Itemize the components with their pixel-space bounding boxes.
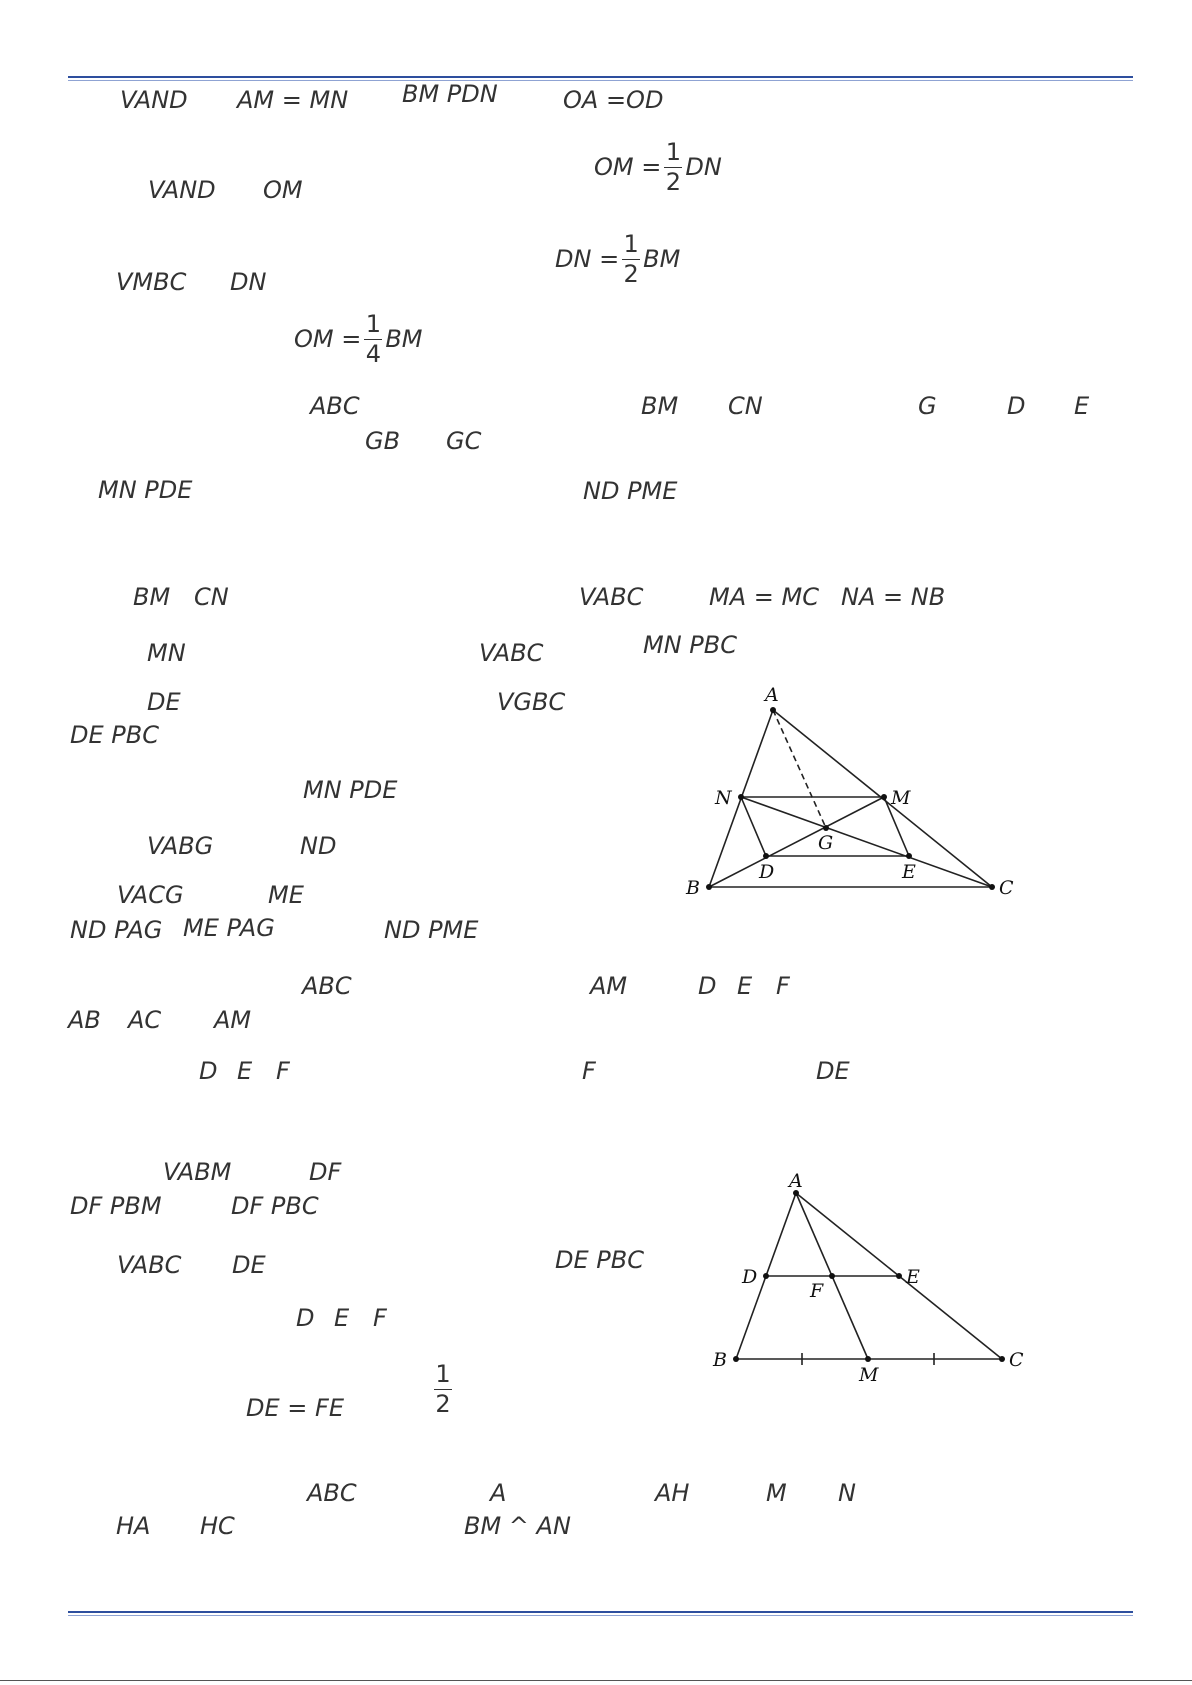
math-text: BM PDN — [402, 80, 498, 108]
eq-left: OM = — [294, 325, 362, 353]
point-label-g: G — [818, 832, 834, 854]
fraction-denominator: 2 — [665, 168, 681, 196]
math-text: ABC — [302, 972, 352, 1000]
math-text: DN — [230, 268, 267, 296]
point-label-c: C — [999, 877, 1014, 899]
math-text: VGBC — [497, 688, 566, 716]
math-text: DF — [309, 1158, 342, 1186]
math-text: VAND — [148, 176, 216, 204]
math-text: OM — [263, 176, 303, 204]
math-text: F — [776, 972, 790, 1000]
equation — [594, 140, 722, 194]
math-text: E — [1074, 392, 1090, 420]
math-text: BM — [641, 392, 679, 420]
math-text: A — [490, 1479, 507, 1507]
math-text: E — [334, 1304, 350, 1332]
math-text: DE PBC — [70, 721, 159, 749]
math-text: CN — [728, 392, 763, 420]
fraction-denominator: 2 — [435, 1390, 451, 1418]
math-text: ND PME — [384, 916, 479, 944]
math-text: ME PAG — [183, 914, 275, 942]
fraction — [434, 1362, 452, 1416]
point-label-a: A — [789, 1170, 803, 1192]
math-text: GB — [365, 427, 401, 455]
eq-right: BM — [643, 245, 681, 273]
point-label-b: B — [686, 877, 700, 899]
math-text: AM = MN — [237, 86, 349, 114]
math-text: G — [918, 392, 937, 420]
math-text: DF PBC — [231, 1192, 319, 1220]
math-text: VABC — [479, 639, 544, 667]
math-text: M — [766, 1479, 787, 1507]
math-text: ND PAG — [70, 916, 163, 944]
eq-right: DN — [685, 153, 722, 181]
math-text: D — [296, 1304, 315, 1332]
math-text: VACG — [117, 881, 184, 909]
point-label-n: N — [715, 787, 732, 809]
math-text: N — [838, 1479, 856, 1507]
math-text: DF PBM — [70, 1192, 162, 1220]
math-text: ND PME — [583, 477, 678, 505]
math-text: DE PBC — [555, 1246, 644, 1274]
fraction — [622, 232, 640, 286]
point-label-d: D — [742, 1266, 758, 1288]
math-text: HC — [200, 1512, 235, 1540]
math-text: AM — [214, 1006, 252, 1034]
bottom-rule — [68, 1611, 1133, 1616]
point-label-d: D — [759, 861, 775, 883]
math-text: HA — [116, 1512, 151, 1540]
math-text: D — [199, 1057, 218, 1085]
page-edge-line — [0, 1680, 1192, 1681]
fraction-numerator: 1 — [435, 1360, 451, 1388]
point-label-a: A — [765, 684, 779, 706]
math-text: D — [1007, 392, 1026, 420]
math-text: MN PBC — [643, 631, 737, 659]
point-label-m: M — [859, 1364, 879, 1385]
math-text: NA = NB — [841, 583, 946, 611]
math-text: VMBC — [116, 268, 187, 296]
point-label-c: C — [1009, 1349, 1024, 1371]
math-text: VABC — [117, 1251, 182, 1279]
point-label-b: B — [713, 1349, 727, 1371]
math-text: ABC — [310, 392, 360, 420]
equation — [294, 312, 423, 366]
eq-left: OM = — [594, 153, 662, 181]
math-text: F — [582, 1057, 596, 1085]
math-text: VABM — [163, 1158, 232, 1186]
math-text: GC — [446, 427, 482, 455]
triangle-figure-medians — [680, 680, 1030, 905]
math-text: ND — [300, 832, 337, 860]
eq-right: BM — [385, 325, 423, 353]
math-text: AM — [590, 972, 628, 1000]
point-label-e: E — [902, 861, 916, 883]
fraction-denominator: 4 — [365, 340, 381, 368]
point-label-f: F — [810, 1280, 824, 1302]
fraction-numerator: 1 — [623, 230, 639, 258]
math-text: AB — [68, 1006, 101, 1034]
math-text: VABG — [147, 832, 214, 860]
eq-left: DN = — [555, 245, 620, 273]
math-text: E — [737, 972, 753, 1000]
fraction-numerator: 1 — [365, 310, 381, 338]
math-text: AC — [128, 1006, 162, 1034]
fraction-numerator: 1 — [665, 138, 681, 166]
math-text: AH — [655, 1479, 690, 1507]
math-text: BM ^ AN — [464, 1512, 571, 1540]
math-text: MN PDE — [303, 776, 398, 804]
top-rule — [68, 76, 1133, 81]
math-text: F — [373, 1304, 387, 1332]
fraction-denominator: 2 — [623, 260, 639, 288]
equation — [555, 232, 680, 286]
math-text: ME — [268, 881, 304, 909]
math-text: CN — [194, 583, 229, 611]
math-text: MA = MC — [709, 583, 819, 611]
math-text: MN PDE — [98, 476, 193, 504]
point-label-m: M — [891, 787, 911, 809]
math-text: MN — [147, 639, 186, 667]
math-text: ABC — [307, 1479, 357, 1507]
math-text: DE — [816, 1057, 850, 1085]
fraction — [664, 140, 682, 194]
math-text: D — [698, 972, 717, 1000]
point-label-e: E — [906, 1266, 920, 1288]
math-text: DE — [232, 1251, 266, 1279]
math-text: OA =OD — [563, 86, 664, 114]
math-text: DE — [147, 688, 181, 716]
math-text: E — [237, 1057, 253, 1085]
math-text: BM — [133, 583, 171, 611]
math-text: DE = FE — [246, 1394, 344, 1422]
fraction — [364, 312, 382, 366]
math-text: VABC — [579, 583, 644, 611]
math-text: F — [276, 1057, 290, 1085]
triangle-figure-midline — [705, 1165, 1035, 1385]
math-text: VAND — [120, 86, 188, 114]
